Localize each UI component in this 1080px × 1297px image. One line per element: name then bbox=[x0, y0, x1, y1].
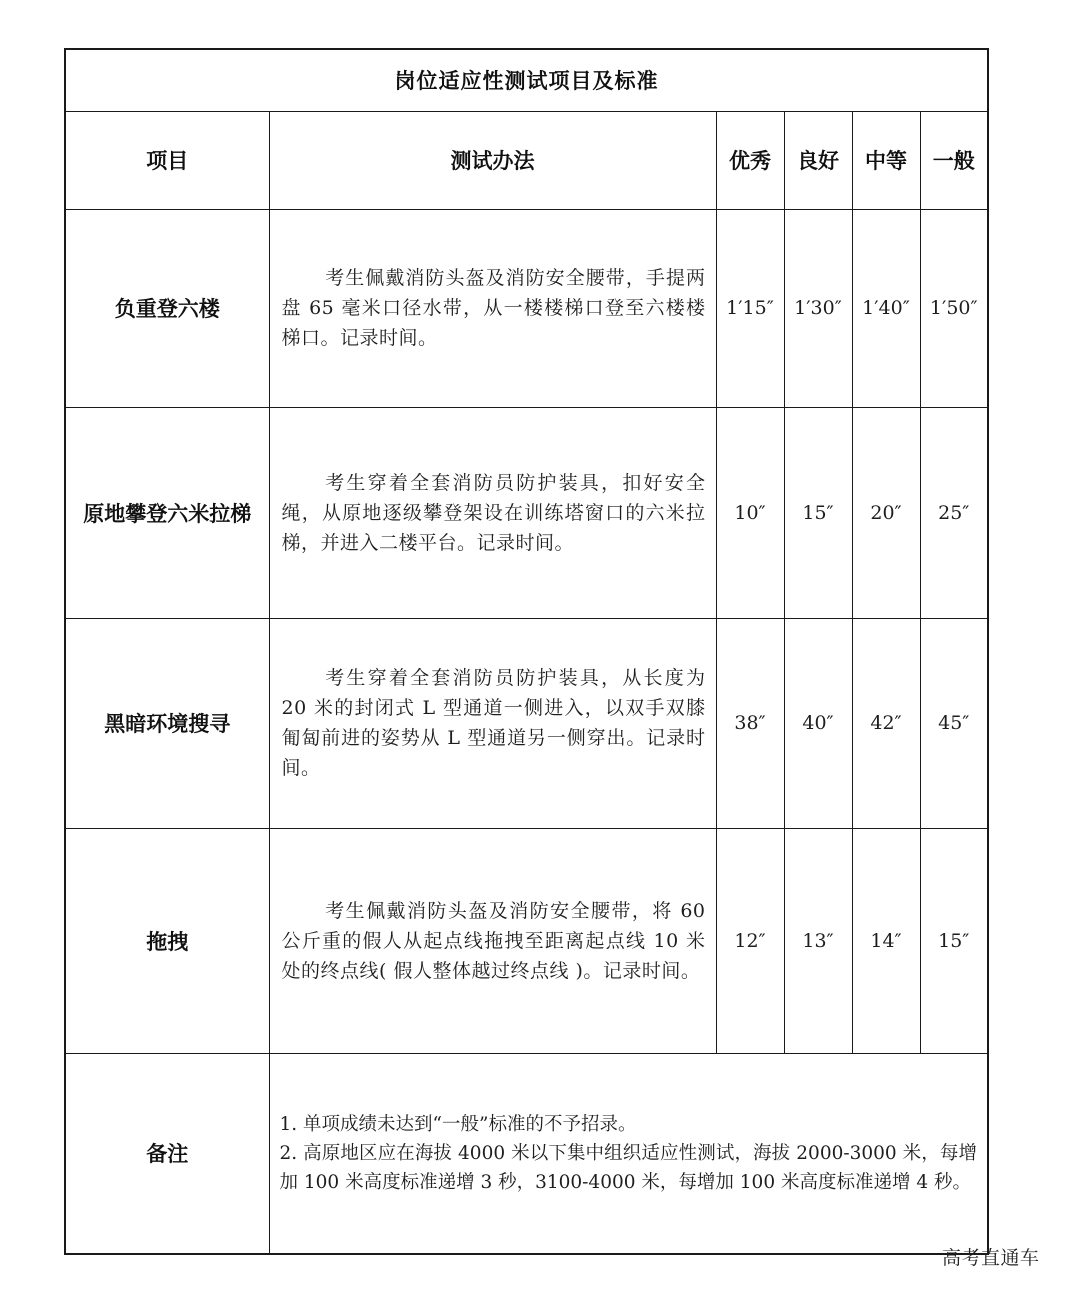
score-good: 40″ bbox=[784, 618, 852, 828]
note-content bbox=[269, 1053, 988, 1254]
row-item: 原地攀登六米拉梯 bbox=[65, 407, 269, 618]
score-excellent: 12″ bbox=[716, 828, 784, 1053]
note-line: 1. 单项成绩未达到“一般”标准的不予招录。 bbox=[279, 1113, 637, 1135]
table-row bbox=[65, 828, 988, 1053]
score-good: 1′30″ bbox=[784, 209, 852, 407]
score-excellent: 1′15″ bbox=[716, 209, 784, 407]
score-medium: 1′40″ bbox=[852, 209, 920, 407]
row-item: 黑暗环境搜寻 bbox=[65, 618, 269, 828]
row-method bbox=[269, 407, 716, 618]
row-method-text: 考生穿着全套消防员防护装具，扣好安全绳，从原地逐级攀登架设在训练塔窗口的六米拉梯，并进入二楼平台。记录时间。 bbox=[281, 471, 706, 554]
row-method bbox=[269, 618, 716, 828]
score-good: 13″ bbox=[784, 828, 852, 1053]
note-row bbox=[65, 1053, 988, 1254]
watermark-text: 高考直通车 bbox=[942, 1247, 1040, 1269]
header-row bbox=[65, 111, 988, 209]
score-ordinary: 45″ bbox=[920, 618, 988, 828]
row-method bbox=[269, 828, 716, 1053]
note-label: 备注 bbox=[65, 1053, 269, 1254]
header-excellent: 优秀 bbox=[716, 111, 784, 209]
row-method bbox=[269, 209, 716, 407]
row-method-text: 考生穿着全套消防员防护装具，从长度为 20 米的封闭式 L 型通道一侧进入，以双手双膝匍匐前进的姿势从 L 型通道另一侧穿出。记录时间。 bbox=[281, 667, 706, 779]
title-row bbox=[65, 49, 988, 111]
header-item: 项目 bbox=[65, 111, 269, 209]
score-ordinary: 15″ bbox=[920, 828, 988, 1053]
table-title: 岗位适应性测试项目及标准 bbox=[65, 49, 988, 111]
score-medium: 14″ bbox=[852, 828, 920, 1053]
table-row bbox=[65, 407, 988, 618]
table-row bbox=[65, 209, 988, 407]
fitness-test-standards-table bbox=[64, 48, 989, 1255]
score-excellent: 10″ bbox=[716, 407, 784, 618]
header-good: 良好 bbox=[784, 111, 852, 209]
row-item: 拖拽 bbox=[65, 828, 269, 1053]
score-medium: 20″ bbox=[852, 407, 920, 618]
score-ordinary: 1′50″ bbox=[920, 209, 988, 407]
score-excellent: 38″ bbox=[716, 618, 784, 828]
note-line: 2. 高原地区应在海拔 4000 米以下集中组织适应性测试，海拔 2000-3000 米，每增加 100 米高度标准递增 3 秒，3100-4000 米，每增加 100 米高度标准递增 4 秒。 bbox=[279, 1142, 978, 1193]
row-method-text: 考生佩戴消防头盔及消防安全腰带，手提两盘 65 毫米口径水带，从一楼楼梯口登至六楼楼梯口。记录时间。 bbox=[281, 267, 706, 349]
header-method: 测试办法 bbox=[269, 111, 716, 209]
header-ordinary: 一般 bbox=[920, 111, 988, 209]
row-method-text: 考生佩戴消防头盔及消防安全腰带，将 60 公斤重的假人从起点线拖拽至距离起点线 10 米处的终点线( 假人整体越过终点线 )。记录时间。 bbox=[281, 899, 706, 982]
score-ordinary: 25″ bbox=[920, 407, 988, 618]
header-medium: 中等 bbox=[852, 111, 920, 209]
table-row bbox=[65, 618, 988, 828]
score-medium: 42″ bbox=[852, 618, 920, 828]
score-good: 15″ bbox=[784, 407, 852, 618]
row-item: 负重登六楼 bbox=[65, 209, 269, 407]
